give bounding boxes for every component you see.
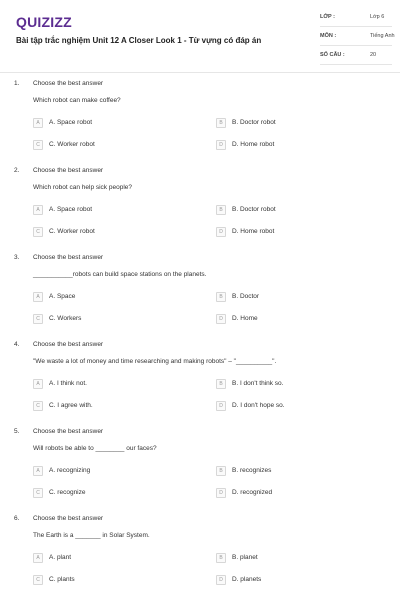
question-number: 6. [14,515,20,522]
option-key-box[interactable]: C [33,401,43,411]
option-key-box[interactable]: A [33,205,43,215]
option-key-box[interactable]: D [216,227,226,237]
option-text: A. plant [49,554,72,561]
question-text: Which robot can make coffee? [33,97,121,104]
question-number: 4. [14,341,20,348]
option-a[interactable] [33,465,90,476]
option-b[interactable] [216,552,258,563]
option-d[interactable] [216,574,261,585]
option-a[interactable] [33,117,92,128]
meta-row-class [320,8,392,27]
worksheet-title: Bài tập trắc nghiệm Unit 12 A Closer Look 1 - Từ vựng có đáp án [16,36,262,45]
option-text: A. Space robot [49,119,92,126]
quizizz-logo: QUIZIZZ [16,14,72,30]
option-a[interactable] [33,552,71,563]
option-text: B. recognizes [232,467,272,474]
meta-label: SỐ CÂU : [320,52,345,58]
question-text: The Earth is a _______ in Solar System. [33,532,150,539]
option-b[interactable] [216,117,276,128]
option-key-box[interactable]: B [216,118,226,128]
option-key-box[interactable]: C [33,575,43,585]
option-key-box[interactable]: A [33,553,43,563]
option-text: C. Workers [49,315,82,322]
question-instruction: Choose the best answer [33,428,104,435]
option-text: C. plants [49,576,75,583]
option-c[interactable] [33,400,93,411]
option-text: A. recognizing [49,467,91,474]
question-number: 5. [14,428,20,435]
option-key-box[interactable]: C [33,140,43,150]
question-3 [14,254,384,341]
option-key-box[interactable]: B [216,553,226,563]
option-text: D. Home [232,315,258,322]
option-text: C. Worker robot [49,141,95,148]
option-key-box[interactable]: D [216,575,226,585]
question-instruction: Choose the best answer [33,167,104,174]
option-text: B. planet [232,554,258,561]
option-key-box[interactable]: C [33,488,43,498]
option-c[interactable] [33,226,95,237]
option-d[interactable] [216,400,285,411]
meta-value: Tiếng Anh [370,33,395,39]
option-text: A. Space [49,293,76,300]
question-instruction: Choose the best answer [33,341,104,348]
question-text: Will robots be able to ________ our faces? [33,445,157,452]
option-key-box[interactable]: D [216,314,226,324]
option-text: D. I don't hope so. [232,402,285,409]
header-divider [0,72,400,73]
worksheet-header [16,8,395,68]
question-instruction: Choose the best answer [33,515,104,522]
meta-value: Lớp 6 [370,14,385,20]
option-text: D. recognized [232,489,273,496]
option-c[interactable] [33,139,95,150]
question-list [14,80,384,600]
option-c[interactable] [33,574,75,585]
option-key-box[interactable]: C [33,227,43,237]
option-text: B. I don't think so. [232,380,284,387]
option-key-box[interactable]: D [216,401,226,411]
question-text: Which robot can help sick people? [33,184,133,191]
meta-row-subject [320,27,395,46]
option-b[interactable] [216,378,283,389]
option-key-box[interactable]: D [216,488,226,498]
option-d[interactable] [216,313,258,324]
option-text: D. Home robot [232,141,275,148]
option-a[interactable] [33,291,75,302]
meta-label: LỚP : [320,14,335,20]
option-key-box[interactable]: D [216,140,226,150]
option-d[interactable] [216,487,272,498]
option-text: D. planets [232,576,262,583]
option-d[interactable] [216,139,274,150]
worksheet-meta [320,8,395,65]
question-number: 3. [14,254,20,261]
option-key-box[interactable]: A [33,292,43,302]
option-d[interactable] [216,226,274,237]
option-text: A. Space robot [49,206,92,213]
option-text: D. Home robot [232,228,275,235]
option-c[interactable] [33,487,86,498]
option-key-box[interactable]: B [216,205,226,215]
question-1 [14,80,384,167]
option-a[interactable] [33,204,92,215]
option-key-box[interactable]: C [33,314,43,324]
question-text: ___________robots can build space stations on the planets. [33,271,207,278]
option-b[interactable] [216,465,271,476]
option-b[interactable] [216,204,276,215]
option-key-box[interactable]: A [33,379,43,389]
meta-label: MÔN : [320,33,337,39]
meta-row-count [320,46,392,65]
option-text: B. Doctor [232,293,260,300]
option-text: C. I agree with. [49,402,93,409]
option-text: B. Doctor robot [232,206,276,213]
question-4 [14,341,384,428]
option-key-box[interactable]: A [33,118,43,128]
question-5 [14,428,384,515]
option-text: C. recognize [49,489,86,496]
option-b[interactable] [216,291,259,302]
question-instruction: Choose the best answer [33,80,104,87]
option-text: A. I think not. [49,380,87,387]
option-text: B. Doctor robot [232,119,276,126]
meta-value: 20 [370,52,377,58]
question-number: 2. [14,167,20,174]
option-key-box[interactable]: B [216,466,226,476]
option-key-box[interactable]: B [216,379,226,389]
question-6 [14,515,384,600]
question-2 [14,167,384,254]
question-text: "We waste a lot of money and time researching and making robots" – "__________". [33,358,277,365]
option-a[interactable] [33,378,87,389]
option-key-box[interactable]: A [33,466,43,476]
question-number: 1. [14,80,20,87]
option-key-box[interactable]: B [216,292,226,302]
option-text: C. Worker robot [49,228,95,235]
option-c[interactable] [33,313,81,324]
question-instruction: Choose the best answer [33,254,104,261]
